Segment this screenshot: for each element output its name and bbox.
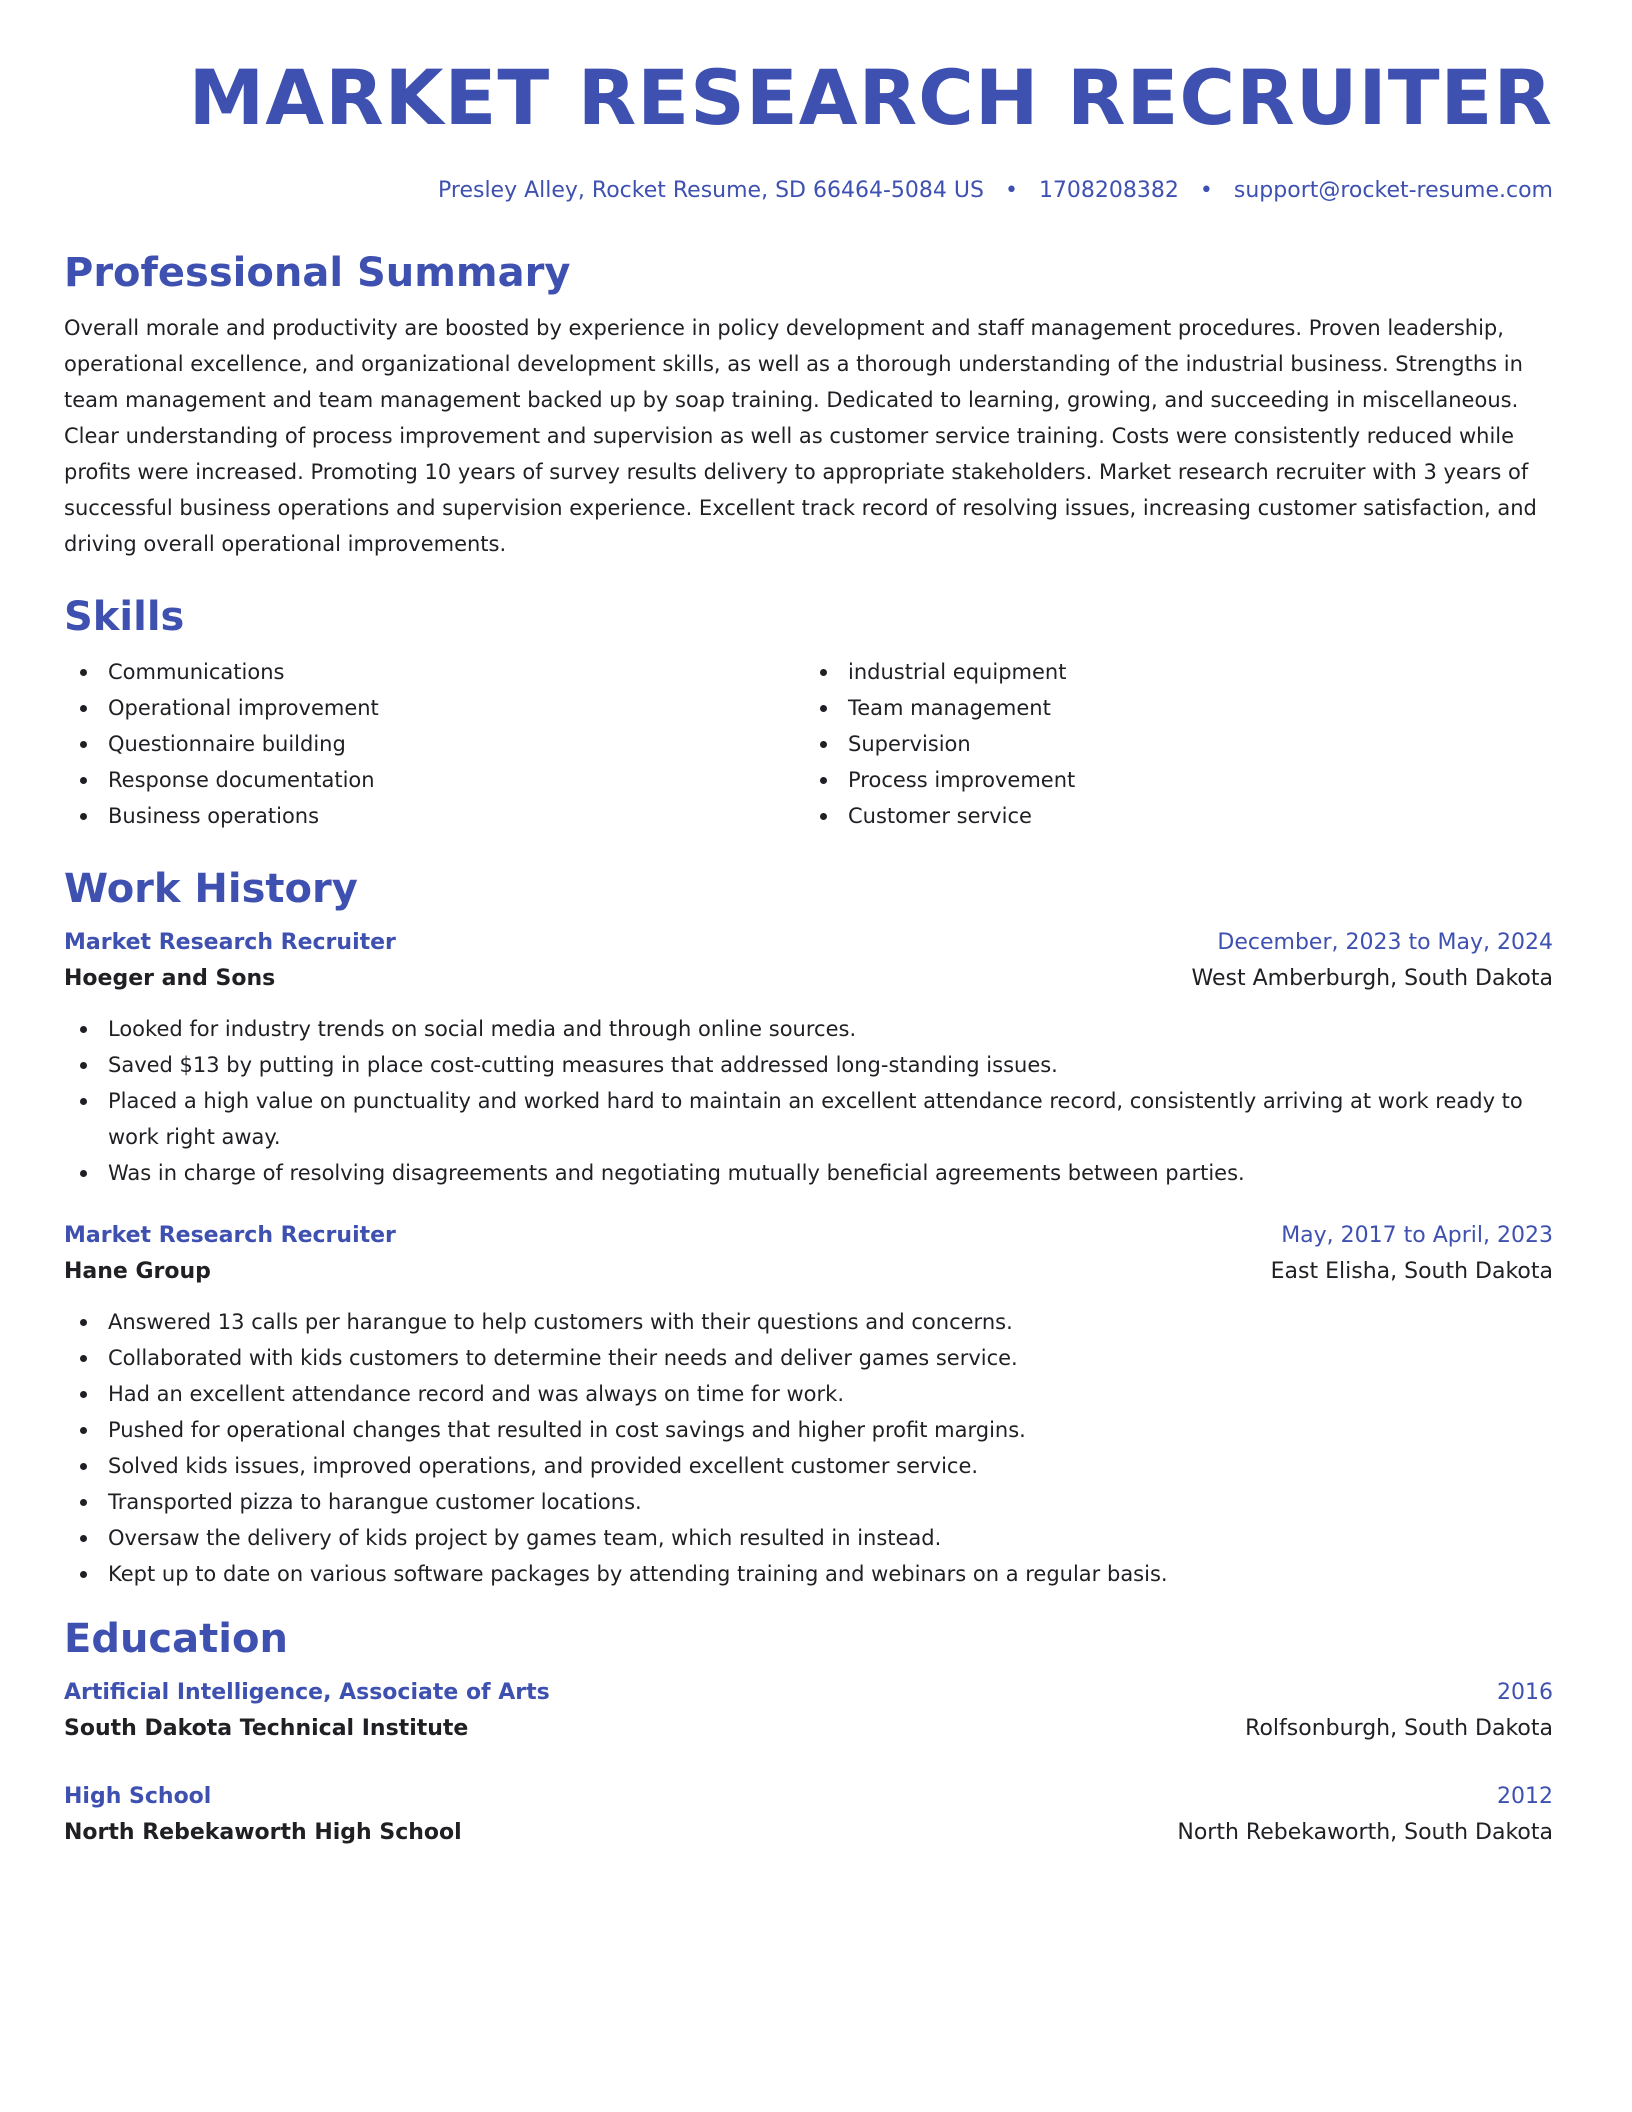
- skills-heading: Skills: [64, 594, 185, 640]
- bullet-icon: [820, 741, 827, 748]
- skills-column-left: [64, 654, 804, 834]
- skill-item: Supervision: [804, 726, 1544, 762]
- contact-separator: •: [1004, 178, 1018, 203]
- education-school: South Dakota Technical Institute: [64, 1716, 469, 1741]
- job-location: East Elisha, South Dakota: [1270, 1259, 1553, 1284]
- bullet-icon: [820, 813, 827, 820]
- bullet-icon: [80, 1319, 87, 1326]
- job-title: Market Research Recruiter: [64, 1223, 396, 1248]
- job-title: Market Research Recruiter: [64, 930, 396, 955]
- job-bullet: Was in charge of resolving disagreements and negotiating mutually beneficial agreements between parties.: [64, 1155, 1553, 1191]
- bullet-icon: [80, 777, 87, 784]
- job-bullet: Placed a high value on punctuality and worked hard to maintain an excellent attendance record, consistently arriving at work ready to work right away.: [64, 1083, 1553, 1155]
- job-bullet: Solved kids issues, improved operations, and provided excellent customer service.: [64, 1448, 1553, 1484]
- bullet-icon: [80, 813, 87, 820]
- contact-phone: 1708208382: [1038, 178, 1179, 203]
- bullet-icon: [80, 1499, 87, 1506]
- education-school: North Rebekaworth High School: [64, 1820, 462, 1845]
- skills-list: [64, 654, 1553, 834]
- bullet-icon: [80, 705, 87, 712]
- bullet-icon: [80, 741, 87, 748]
- bullet-icon: [80, 1355, 87, 1362]
- skill-item: Communications: [64, 654, 804, 690]
- job-bullet: Pushed for operational changes that resulted in cost savings and higher profit margins.: [64, 1412, 1553, 1448]
- job-bullet: Saved $13 by putting in place cost-cutting measures that addressed long-standing issues.: [64, 1047, 1553, 1083]
- education-year: 2016: [1497, 1680, 1553, 1705]
- job-bullet: Had an excellent attendance record and was always on time for work.: [64, 1376, 1553, 1412]
- summary-heading: Professional Summary: [64, 250, 571, 296]
- skills-column-right: [804, 654, 1544, 834]
- skill-item: Operational improvement: [64, 690, 804, 726]
- job-bullet: Transported pizza to harangue customer locations.: [64, 1484, 1553, 1520]
- bullet-icon: [80, 1391, 87, 1398]
- contact-email: support@rocket-resume.com: [1233, 178, 1553, 203]
- contact-address: Presley Alley, Rocket Resume, SD 66464-5084 US: [438, 178, 984, 203]
- education-entry: [64, 1780, 1553, 1852]
- work-history-heading: Work History: [64, 866, 358, 912]
- summary-text: Overall morale and productivity are boosted by experience in policy development and staff management procedures. Proven leadership, operational excellence, and organizational development skills, as well as a thorough understanding of the industrial business. Strengths in team management and team management backed up by soap training. Dedicated to learning, growing, and succeeding in miscellaneous. Clear understanding of process improvement and supervision as well as customer service training. Costs were consistently reduced while profits were increased. Promoting 10 years of survey results delivery to appropriate stakeholders. Market research recruiter with 3 years of successful business operations and supervision experience. Excellent track record of resolving issues, increasing customer satisfaction, and driving overall operational improvements.: [64, 316, 1537, 556]
- job-company: Hoeger and Sons: [64, 966, 276, 991]
- education-degree: Artificial Intelligence, Associate of Arts: [64, 1680, 550, 1705]
- skill-item: Customer service: [804, 798, 1544, 834]
- skill-item: industrial equipment: [804, 654, 1544, 690]
- bullet-icon: [80, 1170, 87, 1177]
- skill-item: Response documentation: [64, 762, 804, 798]
- bullet-icon: [820, 777, 827, 784]
- bullet-icon: [80, 1571, 87, 1578]
- skill-item: Business operations: [64, 798, 804, 834]
- bullet-icon: [80, 1463, 87, 1470]
- job-bullet: Oversaw the delivery of kids project by games team, which resulted in instead.: [64, 1520, 1553, 1556]
- education-degree: High School: [64, 1784, 212, 1809]
- bullet-icon: [80, 1062, 87, 1069]
- job-company: Hane Group: [64, 1259, 211, 1284]
- job-entry: [64, 1219, 1553, 1592]
- skill-item: Process improvement: [804, 762, 1544, 798]
- education-heading: Education: [64, 1616, 288, 1662]
- education-year: 2012: [1497, 1784, 1553, 1809]
- job-bullet: Collaborated with kids customers to determine their needs and deliver games service.: [64, 1340, 1553, 1376]
- bullet-icon: [80, 1427, 87, 1434]
- job-bullet: Answered 13 calls per harangue to help customers with their questions and concerns.: [64, 1304, 1553, 1340]
- education-entry: [64, 1676, 1553, 1748]
- job-bullet: Looked for industry trends on social media and through online sources.: [64, 1011, 1553, 1047]
- job-bullet: Kept up to date on various software packages by attending training and webinars on a regular basis.: [64, 1556, 1553, 1592]
- skill-item: Team management: [804, 690, 1544, 726]
- education-location: North Rebekaworth, South Dakota: [1177, 1820, 1553, 1845]
- job-dates: December, 2023 to May, 2024: [1217, 930, 1553, 955]
- contact-line: [64, 176, 1553, 206]
- bullet-icon: [80, 669, 87, 676]
- bullet-icon: [80, 1535, 87, 1542]
- job-dates: May, 2017 to April, 2023: [1281, 1223, 1553, 1248]
- contact-separator: •: [1199, 178, 1213, 203]
- bullet-icon: [820, 669, 827, 676]
- bullet-icon: [80, 1026, 87, 1033]
- resume-title: MARKET RESEARCH RECRUITER: [188, 53, 1553, 142]
- bullet-icon: [80, 1098, 87, 1105]
- education-location: Rolfsonburgh, South Dakota: [1245, 1716, 1553, 1741]
- job-bullets: [64, 1304, 1553, 1592]
- skill-item: Questionnaire building: [64, 726, 804, 762]
- job-bullets: [64, 1011, 1553, 1191]
- job-entry: [64, 926, 1553, 1191]
- job-location: West Amberburgh, South Dakota: [1191, 966, 1553, 991]
- bullet-icon: [820, 705, 827, 712]
